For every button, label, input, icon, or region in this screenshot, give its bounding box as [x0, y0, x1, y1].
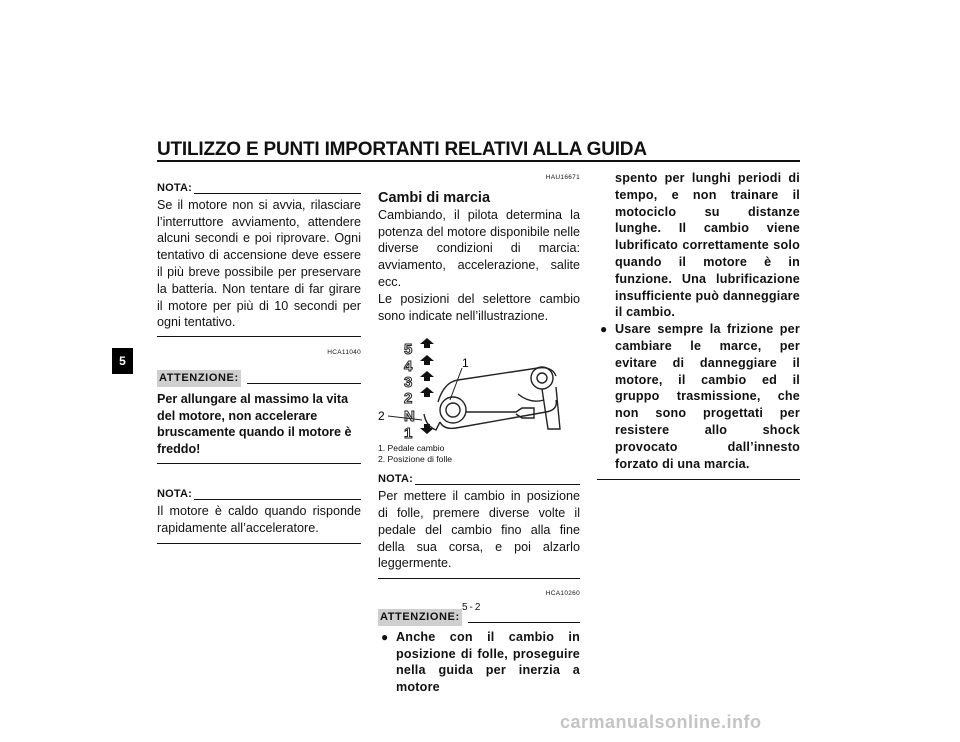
page-title: UTILIZZO E PUNTI IMPORTANTI RELATIVI ALLA GUIDA [157, 139, 647, 160]
reference-code: HCA10260 [545, 590, 580, 598]
gear-label: 2 [404, 390, 413, 408]
gear-label: 3 [404, 374, 413, 392]
figure-caption: 2. Posizione di folle [378, 454, 453, 465]
bullet-icon: ● [600, 322, 608, 337]
gear-pedal-drawing [378, 334, 580, 439]
divider [157, 463, 361, 464]
arrow-down-icon [420, 424, 434, 434]
column-left [157, 180, 361, 544]
bullet-text: Usare sempre la frizione per cambiare le marce, per evitare di danneggiare il motore, il cambio ed il gruppo trasmissione, che non sono progettati per resistere allo shock provocato dall’innesto forzato di una marcia. [615, 322, 800, 471]
gear-shift-illustration [378, 334, 580, 439]
nota-text: Per mettere il cambio in posizione di folle, premere diverse volte il pedale del cambio fino alla fine della sua corsa, e poi alzarlo leggermente. [378, 489, 580, 571]
figure-caption: 1. Pedale cambio [378, 443, 445, 454]
attention-text: Per allungare al massimo la vita del motore, non accelerare bruscamente quando il motore è freddo! [157, 391, 352, 457]
column-middle [378, 170, 580, 696]
section-tab: 5 [112, 348, 133, 374]
watermark: carmanualsonline.info [560, 712, 762, 732]
nota-header [157, 180, 361, 197]
attention-label: ATTENZIONE: [378, 609, 462, 626]
nota-header [157, 486, 361, 503]
bullet-text: Anche con il cambio in posizione di folle, proseguire nella guida per inerzia a motore [396, 629, 580, 695]
nota-label: NOTA: [378, 473, 414, 486]
paragraph: Cambiando, il pilota determina la potenza del motore disponibile nelle diverse condizioni di marcia: avviamento, accelerazione, salite ecc. [378, 207, 580, 289]
attention-label: ATTENZIONE: [157, 370, 241, 387]
bullet-text: spento per lunghi periodi di tempo, e non trainare il motociclo su distanze lunghe. Il cambio viene lubrificato correttamente solo quando il motore è in funzione. Una lubrificazione insufficiente può danneggiare il cambio. [615, 171, 800, 320]
list-item [597, 321, 800, 472]
gear-label: 5 [404, 341, 413, 359]
bullet-icon: ● [381, 629, 389, 644]
gear-label: 4 [404, 358, 413, 376]
arrow-up-icon [420, 387, 434, 397]
gear-label: N [404, 408, 415, 426]
section-heading: Cambi di marcia [378, 189, 491, 206]
nota-text: Il motore è caldo quando risponde rapidamente all’acceleratore. [157, 503, 361, 535]
arrow-up-icon [420, 338, 434, 348]
divider [378, 578, 580, 579]
list-item-continued [597, 170, 800, 321]
gear-label: 1 [404, 425, 413, 440]
divider [157, 543, 361, 544]
title-underline [157, 160, 800, 162]
reference-code: HAU16671 [545, 174, 580, 181]
callout-1: 1 [462, 356, 469, 371]
attention-header [157, 370, 361, 387]
divider [597, 479, 800, 480]
list-item [378, 629, 580, 696]
column-right [597, 170, 800, 480]
nota-label: NOTA: [157, 487, 193, 500]
nota-label: NOTA: [157, 182, 193, 194]
callout-2: 2 [378, 409, 385, 424]
paragraph: Le posizioni del selettore cambio sono indicate nell’illustrazione. [378, 291, 580, 323]
page-number: 5-2 [462, 602, 483, 613]
divider [157, 336, 361, 337]
arrow-up-icon [420, 371, 434, 381]
pedal-outline [424, 367, 560, 430]
nota-header [378, 471, 580, 488]
reference-code: HCA11040 [327, 349, 361, 357]
nota-text: Se il motore non si avvia, rilasciare l’interruttore avviamento, attendere alcuni secondi e poi riprovare. Ogni tentativo di accensione deve essere il più breve possibile per preservare la batteria. Non tentare di far girare il motore per più di 10 secondi per ogni tentativo. [157, 197, 361, 330]
arrow-up-icon [420, 355, 434, 365]
